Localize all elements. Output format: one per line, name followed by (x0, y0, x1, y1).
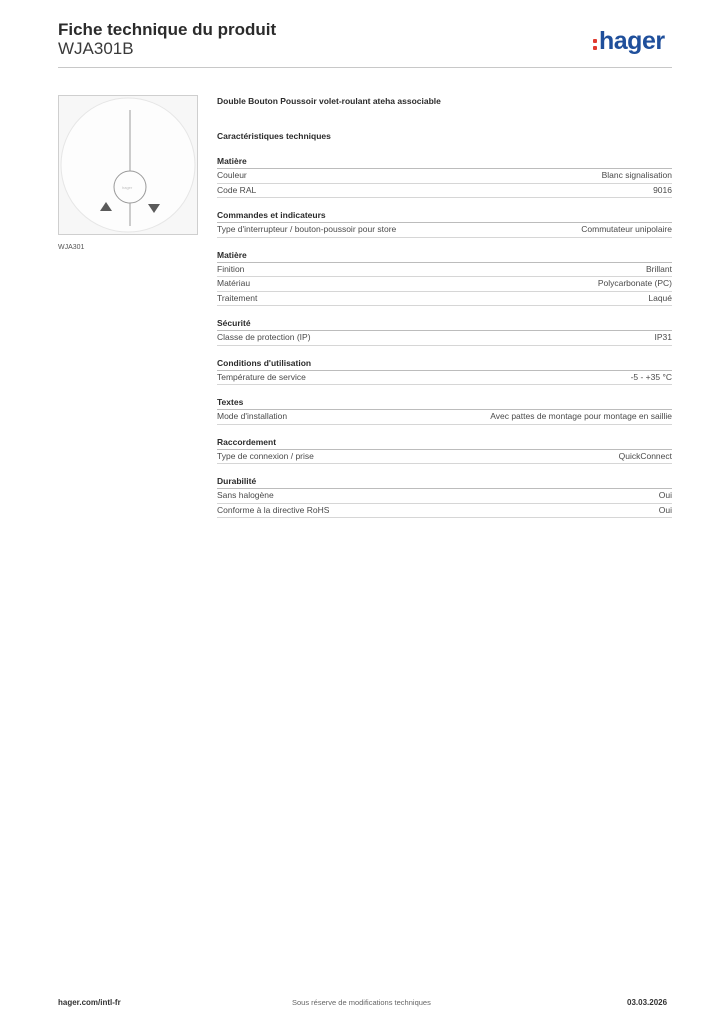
spec-value: Commutateur unipolaire (581, 224, 672, 234)
spec-group-title: Sécurité (217, 315, 672, 331)
spec-row (217, 410, 672, 425)
spec-row (217, 277, 672, 292)
spec-label: Mode d'installation (217, 411, 288, 421)
spec-group-title: Matière (217, 153, 672, 169)
spec-label: Finition (217, 263, 245, 274)
spec-row (217, 292, 672, 307)
roller-shutter-button-illustration (59, 96, 197, 234)
spec-label: Type d'interrupteur / bouton-poussoir pour store (217, 224, 397, 234)
spec-row (217, 450, 672, 465)
spec-label: Traitement (217, 292, 258, 303)
logo-dots-icon (593, 33, 598, 51)
spec-group-title: Textes (217, 394, 672, 410)
spec-value: Laqué (648, 292, 672, 303)
image-caption: WJA301 (58, 244, 85, 251)
spec-value: IP31 (654, 332, 672, 342)
spec-group (217, 355, 672, 386)
spec-row (217, 223, 672, 238)
spec-value: Oui (658, 490, 672, 500)
spec-group (217, 247, 672, 307)
specs-heading: Caractéristiques techniques (217, 131, 331, 141)
spec-group-title: Matière (217, 247, 672, 263)
spec-row (217, 504, 672, 519)
product-reference: WJA301B (58, 39, 134, 58)
spec-label: Conforme à la directive RoHS (217, 504, 330, 515)
spec-label: Sans halogène (217, 490, 274, 500)
product-image (58, 95, 198, 235)
brand-logo (593, 27, 665, 56)
spec-group (217, 207, 672, 238)
header-divider (58, 67, 672, 68)
spec-group-title: Durabilité (217, 473, 672, 489)
spec-group (217, 153, 672, 198)
spec-label: Code RAL (217, 184, 257, 195)
spec-row (217, 169, 672, 184)
spec-row (217, 371, 672, 386)
spec-value: QuickConnect (618, 450, 672, 461)
spec-label: Matériau (217, 278, 251, 288)
spec-group-title: Raccordement (217, 434, 672, 450)
footer-disclaimer: Sous réserve de modifications techniques (292, 998, 431, 1007)
spec-value: -5 - +35 °C (630, 371, 672, 382)
spec-value: 9016 (653, 184, 672, 195)
product-description: Double Bouton Poussoir volet-roulant ateha associable (217, 96, 441, 106)
footer-website[interactable]: hager.com/intl-fr (58, 998, 121, 1007)
spec-group (217, 315, 672, 346)
spec-value: Avec pattes de montage pour montage en saillie (490, 411, 672, 421)
spec-group (217, 394, 672, 425)
spec-group (217, 473, 672, 518)
spec-value: Blanc signalisation (601, 170, 672, 180)
spec-group-title: Conditions d'utilisation (217, 355, 672, 371)
button-brand-text: hager (122, 185, 133, 190)
spec-label: Type de connexion / prise (217, 450, 314, 461)
spec-label: Température de service (217, 371, 306, 382)
spec-content (217, 96, 672, 527)
spec-value: Brillant (646, 263, 672, 274)
spec-row (217, 331, 672, 346)
spec-row (217, 184, 672, 199)
spec-value: Oui (658, 504, 672, 515)
footer-date: 03.03.2026 (627, 998, 668, 1007)
spec-group-title: Commandes et indicateurs (217, 207, 672, 223)
spec-row (217, 263, 672, 278)
spec-value: Polycarbonate (PC) (597, 278, 672, 288)
spec-label: Classe de protection (IP) (217, 332, 311, 342)
spec-label: Couleur (217, 170, 247, 180)
spec-group (217, 434, 672, 465)
spec-row (217, 489, 672, 504)
logo-text: hager (599, 27, 665, 55)
page-title: Fiche technique du produit (58, 20, 277, 39)
spec-groups (217, 153, 672, 518)
